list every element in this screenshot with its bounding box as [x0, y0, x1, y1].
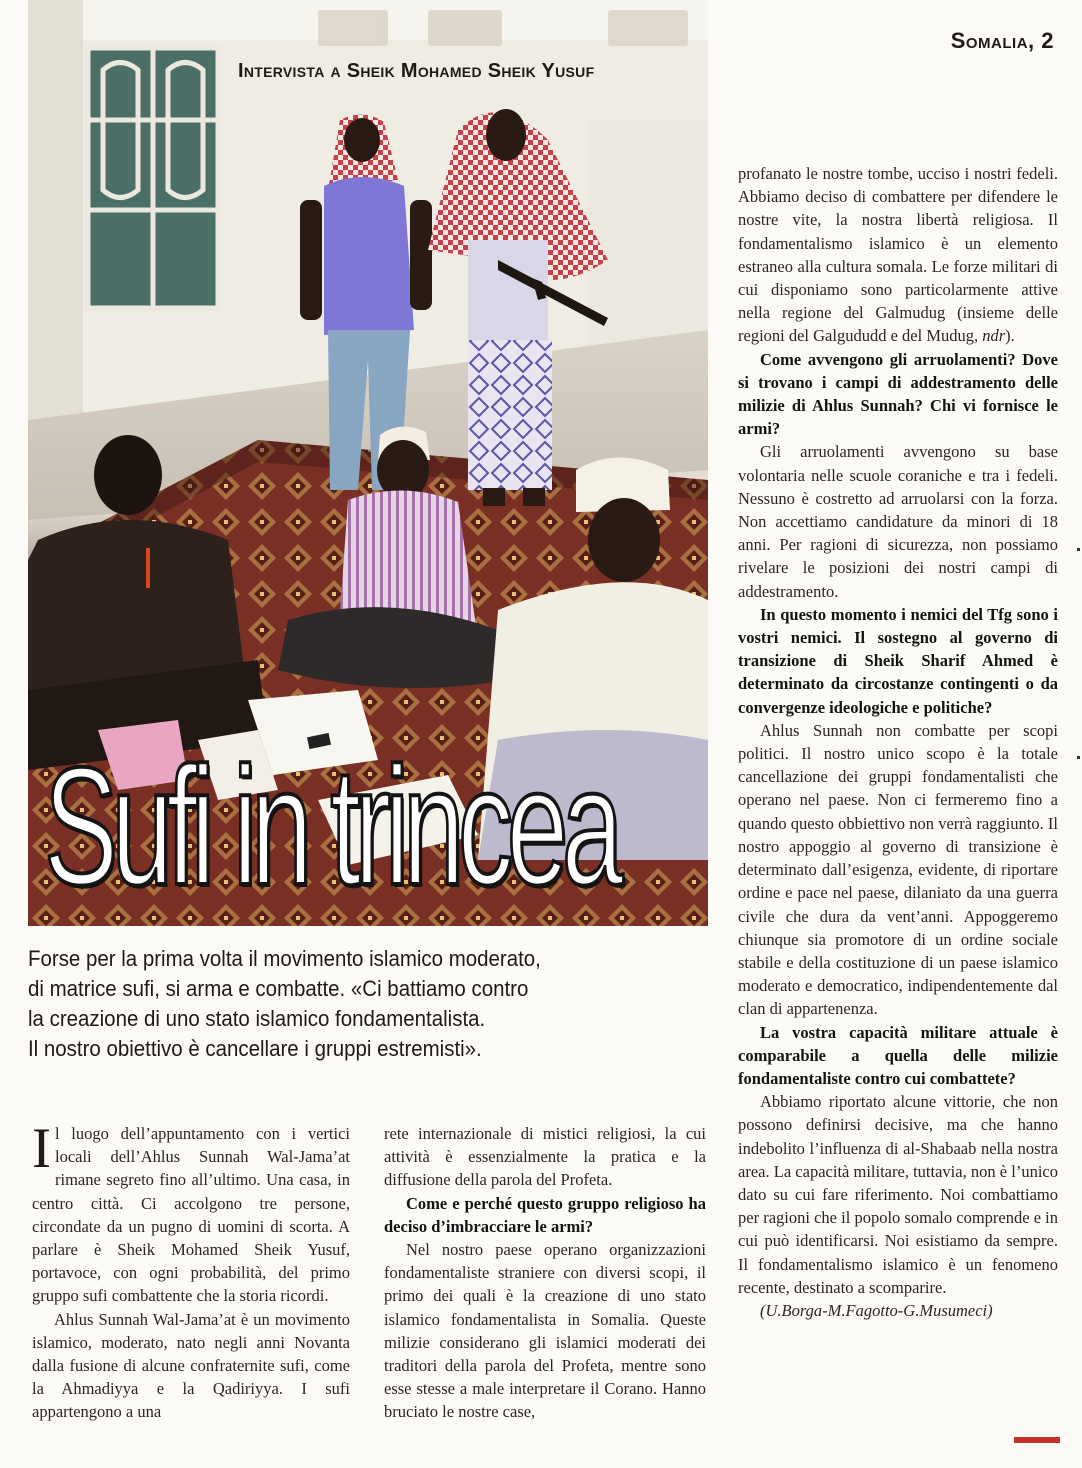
lead-line: la creazione di uno stato islamico fondamentalista.: [28, 1006, 486, 1031]
interview-question: La vostra capacità militare attuale è comparabile a quella delle milizie fondamentaliste contro cui combattete?: [738, 1022, 1058, 1088]
lead-line: di matrice sufi, si arma e combatte. «Ci battiamo contro: [28, 976, 529, 1001]
interview-question: In questo momento i nemici del Tfg sono i vostri nemici. Il sostegno al governo di transizione di Sheik Sharif Ahmed è determinato da circostanze contingenti o da convergenze ideologiche e politiche?: [738, 604, 1058, 717]
author-signature: (U.Borga-M.Fagotto-G.Musumeci): [760, 1300, 993, 1320]
lead-line: Il nostro obiettivo è cancellare i gruppi estremisti».: [28, 1036, 482, 1061]
article-headline: Sufi in trincea: [44, 732, 617, 920]
end-of-article-mark: [1014, 1437, 1060, 1443]
margin-tick-mark: [1077, 756, 1080, 759]
interview-question: Come e perché questo gruppo religioso ha deciso d’imbracciare le armi?: [384, 1193, 706, 1236]
body-paragraph: Nel nostro paese operano organizzazioni fondamentaliste straniere con diversi scopi, il primo dei quali è la creazione di uno stato islamico fondamentalista in Somalia. Queste milizie considerano gli islamici moderati dei traditori della parola del Profeta, mentre sono esse stesse a male interpretare il Corano. Hanno bruciato le nostre case,: [384, 1240, 706, 1422]
body-column-1: [32, 1117, 350, 1424]
body-paragraph: Ahlus Sunnah non combatte per scopi politici. Il nostro unico scopo è la totale cancellazione dei gruppi fondamentalisti che operano nel paese. Non ci fermeremo fino a quando questo obbiettivo non verrà raggiunto. Il nostro appoggio al governo di transizione è determinato dall’esigenza, evidente, di riportare ordine e pace nel paese, dilaniato da una guerra civile che dura da vent’anni. Appoggeremo chiunque sia promotore di un ordine sociale stabile e della costituzione di un paese islamico moderato e democratico, indipendentemente dal clan di appartenenza.: [738, 720, 1058, 1019]
body-paragraph: Ahlus Sunnah Wal-Jama’at è un movimento islamico, moderato, nato negli anni Novanta dalla fusione di alcune confraternite sufi, come la Ahmadiyya e la Qadiriyya. I sufi appartengono a una: [32, 1309, 350, 1422]
paragraph-text: ).: [1005, 326, 1015, 346]
margin-tick-mark: [1077, 548, 1080, 551]
paragraph-text: l luogo dell’appuntamento con i vertici locali dell’Ahlus Sunnah Wal-Jama’at rimane segreto fino all’ultimo. Una casa, in centro città. Ci accolgono tre persone, circondate da un pugno di uomini di scorta. A parlare è Sheik Mohamed Sheik Yusuf, portavoce, con ogni probabilità, del primo gruppo sufi combattente che la storia ricordi.: [32, 1124, 350, 1306]
paragraph-text: profanato le nostre tombe, ucciso i nostri fedeli. Abbiamo deciso di combattere per difendere le nostre vite, la nostra libertà religiosa. Il fondamentalismo islamico è un elemento estraneo alla cultura somala. Le forze militari di cui disponiamo sono particolarmente attive nella regione del Galmudug (insieme delle regioni del Galgududd e del Mudug,: [738, 164, 1058, 346]
body-column-2: [384, 1122, 706, 1424]
body-paragraph: [32, 1117, 350, 1308]
lead-line: Forse per la prima volta il movimento islamico moderato,: [28, 946, 541, 971]
body-column-3: [738, 162, 1058, 1322]
body-paragraph: [738, 162, 1058, 348]
article-lead: [28, 944, 660, 1064]
drop-cap: I: [32, 1117, 51, 1180]
editor-note: ndr: [982, 326, 1006, 346]
body-paragraph: Gli arruolamenti avvengono su base volontaria nelle scuole coraniche e tra i fedeli. Nessuno è costretto ad arruolarsi con la forza. Non accettiamo candidature da minori di 18 anni. Per ragioni di sicurezza, non possiamo rivelare le posizioni dei nostri campi di addestramento.: [738, 442, 1058, 601]
article-subhead: Intervista a Sheik Mohamed Sheik Yusuf: [238, 60, 595, 82]
body-paragraph: rete internazionale di mistici religiosi, la cui attività è essenzialmente la pratica e la diffusione della parola del Profeta.: [384, 1124, 706, 1190]
interview-question: Come avvengono gli arruolamenti? Dove si trovano i campi di addestramento delle milizie di Ahlus Sunnah? Chi vi fornisce le armi?: [738, 349, 1058, 439]
body-paragraph: Abbiamo riportato alcune vittorie, che non possono definirsi decisive, ma che hanno indebolito l’influenza di al-Shabaab nella nostra area. La capacità militare, tuttavia, non è l’unico dato su cui fare riferimento. Noi combattiamo per ragioni che il popolo somalo comprende e in cui può identificarsi. Noi esistiamo da sempre. Il fondamentalismo islamico è un fenomeno recente, destinato a scomparire.: [738, 1092, 1058, 1297]
section-kicker: Somalia, 2: [950, 28, 1054, 53]
